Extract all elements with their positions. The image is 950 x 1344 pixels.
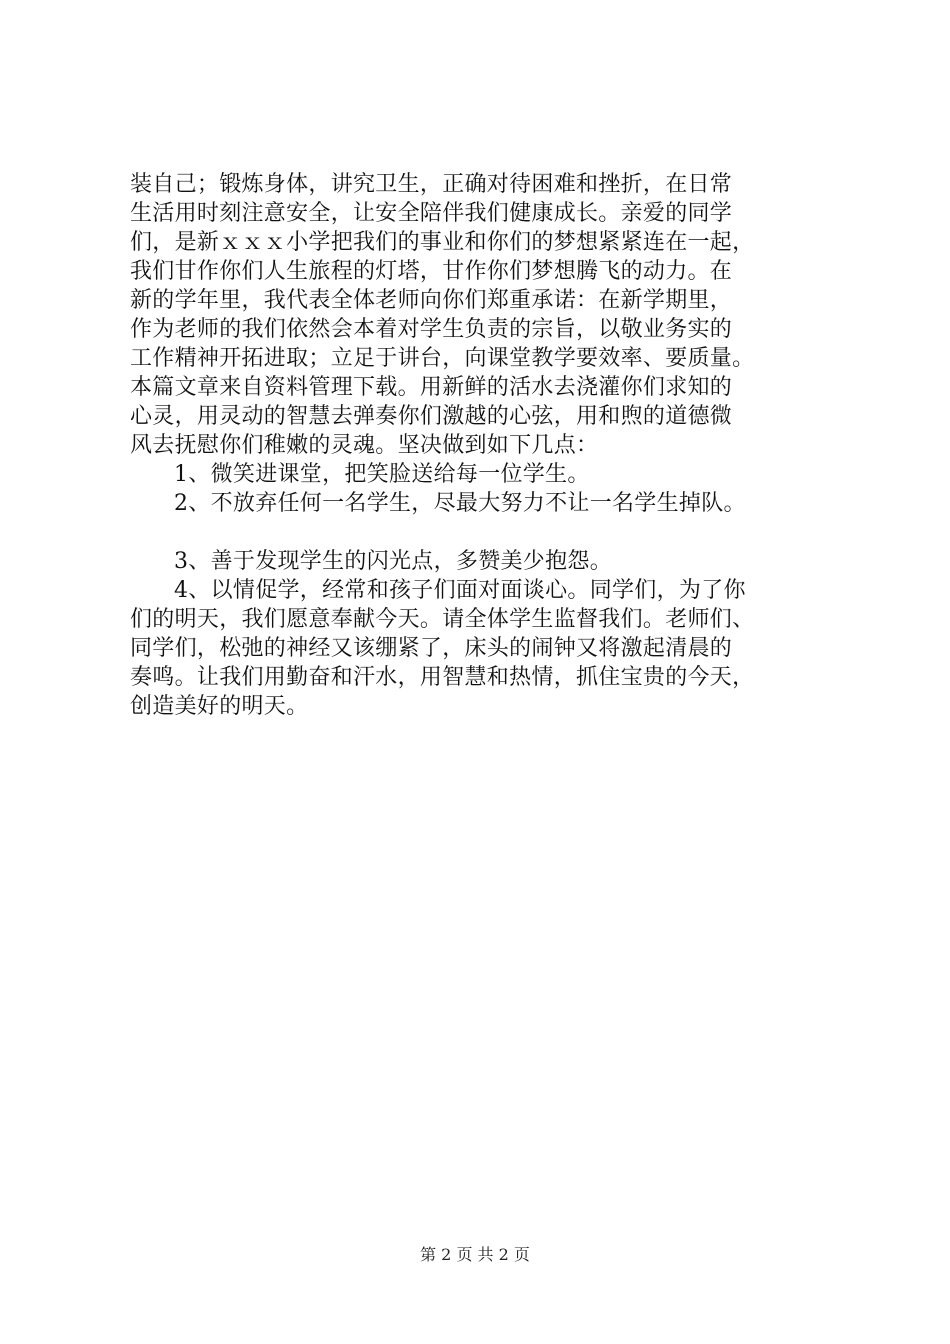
list-item: 4、以情促学，经常和孩子们面对面谈心。同学们，为了你 xyxy=(174,578,746,603)
closing-line: 同学们，松弛的神经又该绷紧了，床头的闹钟又将激起清晨的 xyxy=(130,636,733,661)
list-item: 1、微笑进课堂，把笑脸送给每一位学生。 xyxy=(174,462,590,487)
closing-line: 创造美好的明天。 xyxy=(130,694,309,719)
body-line: 我们甘作你们人生旅程的灯塔，甘作你们梦想腾飞的动力。在 xyxy=(130,259,733,284)
body-line: 装自己；锻炼身体，讲究卫生，正确对待困难和挫折，在日常 xyxy=(130,172,733,197)
body-line: 新的学年里，我代表全体老师向你们郑重承诺：在新学期里， xyxy=(130,288,733,313)
closing-line: 们的明天，我们愿意奉献今天。请全体学生监督我们。老师们、 xyxy=(130,607,755,632)
paragraph-gap xyxy=(130,518,840,547)
body-line: 作为老师的我们依然会本着对学生负责的宗旨，以敬业务实的 xyxy=(130,317,733,342)
body-line: 们，是新ｘｘｘ小学把我们的事业和你们的梦想紧紧连在一起， xyxy=(130,230,755,255)
closing-line: 奏鸣。让我们用勤奋和汗水，用智慧和热情，抓住宝贵的今天， xyxy=(130,665,755,690)
document-body xyxy=(130,170,840,721)
body-line: 风去抚慰你们稚嫩的灵魂。坚决做到如下几点： xyxy=(130,433,599,458)
body-line: 生活用时刻注意安全，让安全陪伴我们健康成长。亲爱的同学 xyxy=(130,201,733,226)
list-item: 3、善于发现学生的闪光点，多赞美少抱怨。 xyxy=(174,549,612,574)
body-line: 本篇文章来自资料管理下载。用新鲜的活水去浇灌你们求知的 xyxy=(130,375,733,400)
body-line: 心灵，用灵动的智慧去弹奏你们激越的心弦，用和煦的道德微 xyxy=(130,404,733,429)
body-line: 工作精神开拓进取；立足于讲台，向课堂教学要效率、要质量。 xyxy=(130,346,755,371)
list-item: 2、不放弃任何一名学生，尽最大努力不让一名学生掉队。 xyxy=(174,491,746,516)
page-number-footer: 第 2 页 共 2 页 xyxy=(420,1245,530,1264)
